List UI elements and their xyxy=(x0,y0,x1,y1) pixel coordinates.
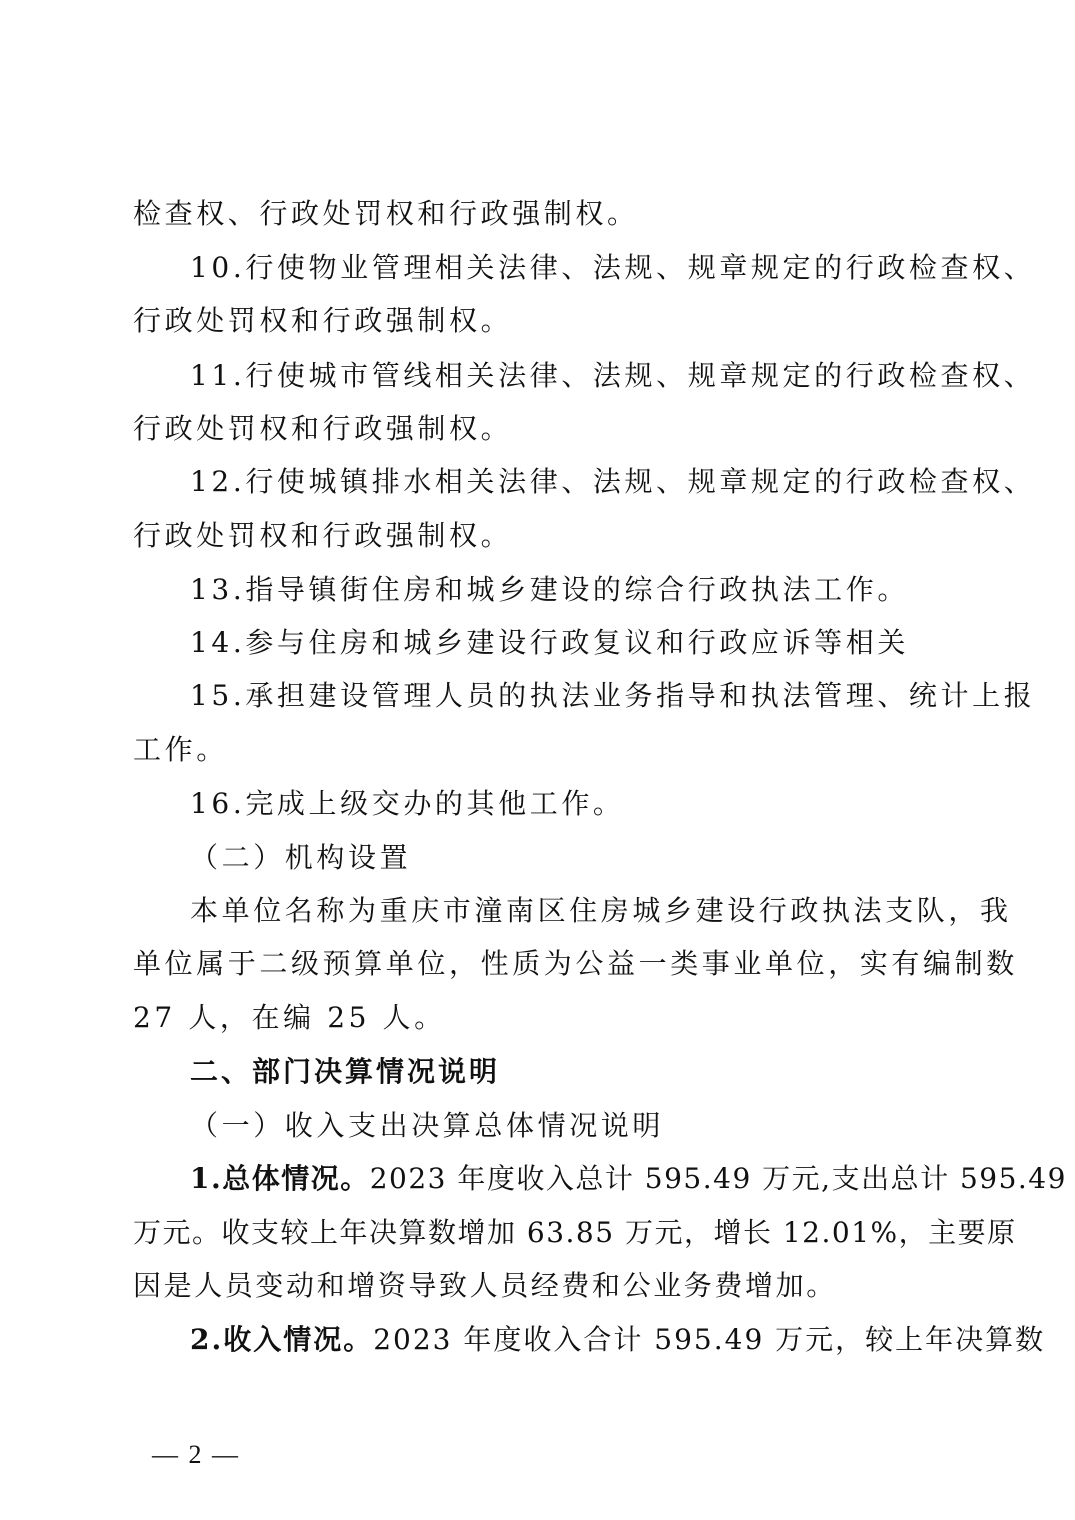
section-heading: （一）收入支出决算总体情况说明 xyxy=(190,1109,665,1142)
text-line: 11.行使城市管线相关法律、法规、规章规定的行政检查权、 xyxy=(190,359,1036,392)
bold-lead: 1.总体情况。 xyxy=(190,1162,370,1195)
text-line: 行政处罚权和行政强制权。 xyxy=(133,412,513,445)
text-line: 16.完成上级交办的其他工作。 xyxy=(190,787,625,820)
text-line: 14.参与住房和城乡建设行政复议和行政应诉等相关 xyxy=(190,626,909,659)
text-line: 行政处罚权和行政强制权。 xyxy=(133,304,513,337)
text-line: 27 人，在编 25 人。 xyxy=(133,1001,446,1034)
text-line: 工作。 xyxy=(133,733,228,766)
text-line: 因是人员变动和增资导致人员经费和公业务费增加。 xyxy=(133,1269,837,1302)
text-run: 2023 年度收入总计 595.49 万元,支出总计 595.49 xyxy=(369,1162,1067,1195)
text-line: 12.行使城镇排水相关法律、法规、规章规定的行政检查权、 xyxy=(190,465,1036,498)
text-line: 13.指导镇街住房和城乡建设的综合行政执法工作。 xyxy=(190,573,909,606)
text-line xyxy=(190,1161,1067,1197)
text-line: 10.行使物业管理相关法律、法规、规章规定的行政检查权、 xyxy=(190,251,1036,284)
text-line: 本单位名称为重庆市潼南区住房城乡建设行政执法支队，我 xyxy=(190,894,1012,927)
page-number: — 2 — xyxy=(152,1440,240,1469)
bold-lead: 2.收入情况。 xyxy=(190,1323,374,1356)
section-heading: （二）机构设置 xyxy=(190,841,412,874)
text-line: 万元。收支较上年决算数增加 63.85 万元，增长 12.01%，主要原 xyxy=(133,1216,1017,1249)
text-run: 2023 年度收入合计 595.49 万元，较上年决算数 xyxy=(373,1323,1046,1356)
text-line: 行政处罚权和行政强制权。 xyxy=(133,519,513,552)
text-line: 检查权、行政处罚权和行政强制权。 xyxy=(133,197,639,230)
chapter-heading: 二、部门决算情况说明 xyxy=(190,1055,501,1088)
text-line: 15.承担建设管理人员的执法业务指导和执法管理、统计上报 xyxy=(190,679,1036,712)
text-line: 单位属于二级预算单位，性质为公益一类事业单位，实有编制数 xyxy=(133,947,1018,980)
text-line xyxy=(190,1322,1045,1358)
